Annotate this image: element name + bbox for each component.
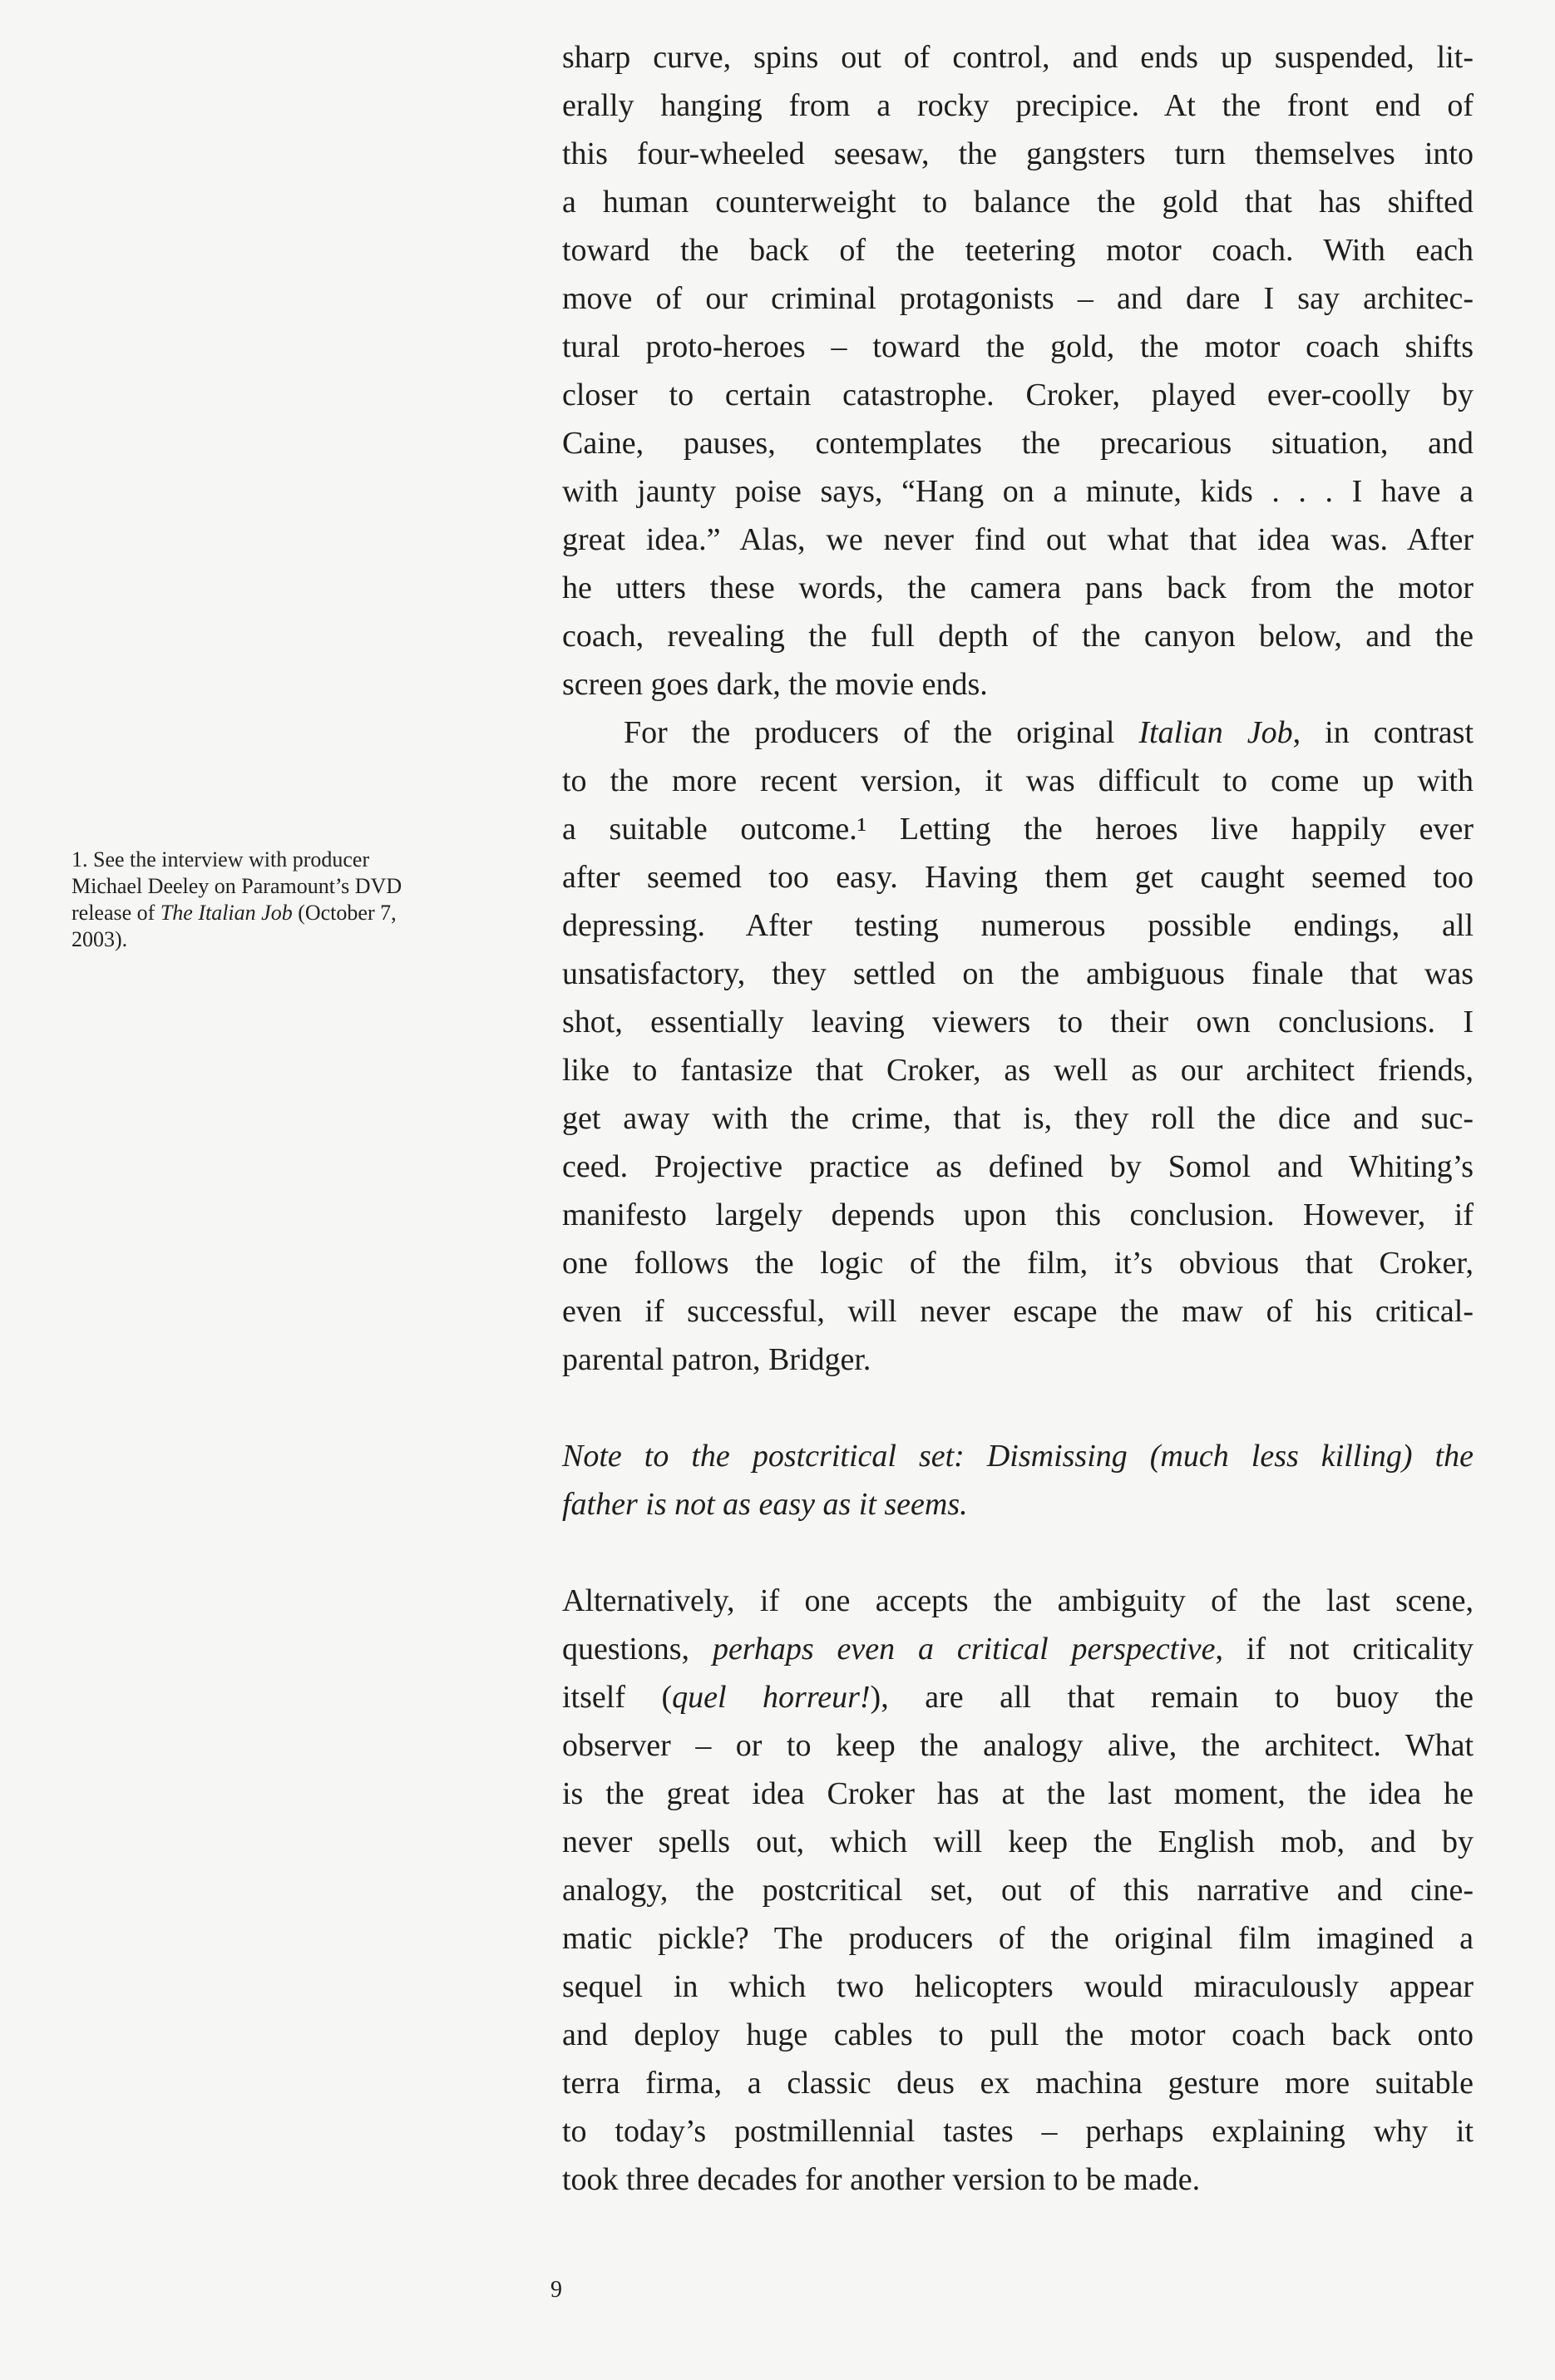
italic-text: father is not as easy as it seems. <box>562 1487 968 1522</box>
text-line: a human counterweight to balance the gold that has shifted <box>562 185 1474 220</box>
text-line: erally hanging from a rocky precipice. At the front end of <box>562 88 1474 123</box>
text-segment: , in contrast <box>1292 715 1474 750</box>
text-line: unsatisfactory, they settled on the ambiguous finale that was <box>562 956 1474 991</box>
text-line: coach, revealing the full depth of the canyon below, and the <box>562 619 1474 654</box>
text-line: to the more recent version, it was difficult to come up with <box>562 763 1474 798</box>
footnote-line: 1. See the interview with producer <box>72 847 370 872</box>
text-segment: For the producers of the original <box>624 715 1139 750</box>
paragraph <box>562 709 1474 1384</box>
italic-text: Italian Job <box>1138 715 1293 750</box>
text-line: get away with the crime, that is, they roll the dice and suc- <box>562 1101 1474 1136</box>
text-line: he utters these words, the camera pans back from the motor <box>562 570 1474 605</box>
text-line: depressing. After testing numerous possible endings, all <box>562 908 1474 943</box>
text-line: even if successful, will never escape the maw of his critical- <box>562 1294 1474 1329</box>
text-line: took three decades for another version to be made. <box>562 2162 1201 2197</box>
text-line: with jaunty poise says, “Hang on a minute, kids . . . I have a <box>562 474 1474 509</box>
text-line: shot, essentially leaving viewers to their own conclusions. I <box>562 1005 1474 1039</box>
footnote-line: Michael Deeley on Paramount’s DVD <box>72 874 402 898</box>
text-segment: itself ( <box>562 1680 673 1715</box>
text-line <box>562 1673 1474 1721</box>
text-line: closer to certain catastrophe. Croker, played ever-coolly by <box>562 378 1474 412</box>
text-line <box>562 709 1474 757</box>
text-line: this four-wheeled seesaw, the gangsters turn themselves into <box>562 136 1474 171</box>
text-line: observer – or to keep the analogy alive, the architect. What <box>562 1728 1474 1763</box>
text-line: like to fantasize that Croker, as well as our architect friends, <box>562 1053 1474 1088</box>
text-line: a suitable outcome.¹ Letting the heroes live happily ever <box>562 812 1474 847</box>
text-line: is the great idea Croker has at the last moment, the idea he <box>562 1776 1474 1811</box>
paragraph-gap <box>562 1384 1474 1432</box>
text-line: parental patron, Bridger. <box>562 1342 871 1377</box>
text-line: move of our criminal protagonists – and dare I say architec- <box>562 281 1474 316</box>
footnote-line: 2003). <box>72 927 128 951</box>
text-line: ceed. Projective practice as defined by Somol and Whiting’s <box>562 1149 1474 1184</box>
text-line: sequel in which two helicopters would miraculously appear <box>562 1969 1474 2004</box>
text-line: matic pickle? The producers of the original film imagined a <box>562 1921 1474 1956</box>
text-line <box>562 1480 1474 1528</box>
italic-text: perhaps even a critical perspective <box>712 1632 1216 1666</box>
main-text-column <box>562 33 1474 2204</box>
paragraph <box>562 1577 1474 2204</box>
text-line: tural proto-heroes – toward the gold, the motor coach shifts <box>562 329 1474 364</box>
text-segment: , if not criticality <box>1215 1632 1474 1666</box>
text-segment: ), are all that remain to buoy the <box>870 1680 1474 1715</box>
text-line: and deploy huge cables to pull the motor coach back onto <box>562 2017 1474 2052</box>
paragraph-gap <box>562 1528 1474 1577</box>
text-line: great idea.” Alas, we never find out what that idea was. After <box>562 522 1474 557</box>
text-segment: (October 7, <box>292 901 397 925</box>
text-line: to today’s postmillennial tastes – perhaps explaining why it <box>562 2114 1474 2149</box>
text-line: manifesto largely depends upon this conclusion. However, if <box>562 1197 1474 1232</box>
paragraph <box>562 33 1474 709</box>
text-line: terra firma, a classic deus ex machina gesture more suitable <box>562 2066 1474 2101</box>
text-line: after seemed too easy. Having them get caught seemed too <box>562 860 1474 895</box>
text-line <box>562 1432 1474 1480</box>
text-line: analogy, the postcritical set, out of this narrative and cine- <box>562 1873 1474 1908</box>
italic-text: The Italian Job <box>160 901 293 925</box>
footnote-line <box>72 900 462 926</box>
footnote <box>72 847 462 953</box>
text-line: toward the back of the teetering motor coach. With each <box>562 233 1474 268</box>
italic-text: quel horreur! <box>672 1680 871 1715</box>
paragraph <box>562 1432 1474 1528</box>
text-segment: questions, <box>562 1632 713 1666</box>
text-line: Caine, pauses, contemplates the precarious situation, and <box>562 426 1474 461</box>
text-line <box>562 1625 1474 1673</box>
text-line: one follows the logic of the film, it’s obvious that Croker, <box>562 1246 1474 1281</box>
text-line: Alternatively, if one accepts the ambiguity of the last scene, <box>562 1583 1474 1618</box>
text-line: never spells out, which will keep the English mob, and by <box>562 1825 1474 1859</box>
page-number: 9 <box>550 2277 562 2303</box>
text-line: sharp curve, spins out of control, and ends up suspended, lit- <box>562 40 1474 75</box>
text-line: screen goes dark, the movie ends. <box>562 667 988 702</box>
italic-text: Note to the postcritical set: Dismissing (much less killing) the <box>562 1439 1474 1474</box>
text-segment: release of <box>72 901 160 925</box>
